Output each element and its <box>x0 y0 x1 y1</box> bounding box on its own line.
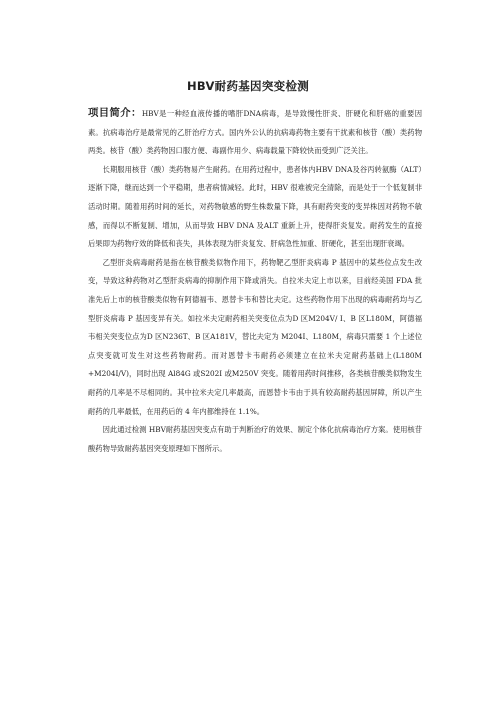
intro-text: HBV是一种经血液传播的嗜肝DNA病毒，是导致慢性肝炎、肝硬化和肝癌的重要因素。抗病毒治疗是最常见的乙肝治疗方式。国内外公认的抗病毒药物主要有干扰素和核苷（酸）类药物两类。核苷（酸）类药物因口服方便、毒副作用少、病毒载量下降较快而受到广泛关注。 <box>88 109 423 156</box>
document-body <box>88 104 422 458</box>
paragraph-conclusion: 因此通过检测 HBV耐药基因突变点有助于判断治疗的效果、制定个体化抗病毒治疗方案。使用核苷酸药物导致耐药基因突变原理如下图所示。 <box>88 425 422 453</box>
document-title: HBV耐药基因突变检测 <box>186 79 310 93</box>
intro-paragraph <box>88 104 422 161</box>
intro-heading: 项目简介： <box>88 107 142 119</box>
paragraph-mutations: 乙型肝炎病毒耐药是指在核苷酸类似物作用下，药物靶乙型肝炎病毒 P 基因中的某些位点发生改变，导致这种药物对乙型肝炎病毒的抑制作用下降或消失。自拉米夫定上市以来，目前经美国 FDA 批准先后上市的核苷酸类似物有阿德福韦、恩替卡韦和替比夫定。这些药物作用下出现的病毒耐药均与乙型肝炎病毒 P 基因变异有关。如拉米夫定耐药相关突变位点为D 区M204V/ I、B 区L180M，阿德福韦相关突变位点为D 区N236T、B 区A181V，替比夫定为 M204I、L180M，病毒只需要 1 个上述位点突变就可发生对这些药物耐药。而对恩替卡韦耐药必须建立在拉米夫定耐药基础上(L180M +M204I/V)，同时出现 Al84G 或S202I 或M250V 突变。随着用药时间推移，各类核苷酸类似物发生耐药的几率是不尽相同的。其中拉米夫定几率最高，而恩替卡韦由于具有较高耐药基因屏障，所以产生耐药的几率最低，在用药后的 4 年内都维持在 1.1%。 <box>88 257 422 416</box>
paragraph-resistance: 长期服用核苷（酸）类药物易产生耐药。在用药过程中，患者体内HBV DNA及谷丙转氨酶（ALT）逐渐下降，继而达到一个平稳期，患者病情减轻。此时，HBV 很难被完全清除，而是处于一个低复制非活动时期。随着用药时间的延长，对药物敏感的野生株数量下降，具有耐药突变的变异株因对药物不敏感，而得以不断复制、增加，从而导致 HBV DNA 及ALT 重新上升，使得肝炎复发。耐药发生的直接后果即为药物疗效的降低和丧失，具体表现为肝炎复发、肝病急性加重、肝硬化，甚至出现肝衰竭。 <box>88 164 422 249</box>
